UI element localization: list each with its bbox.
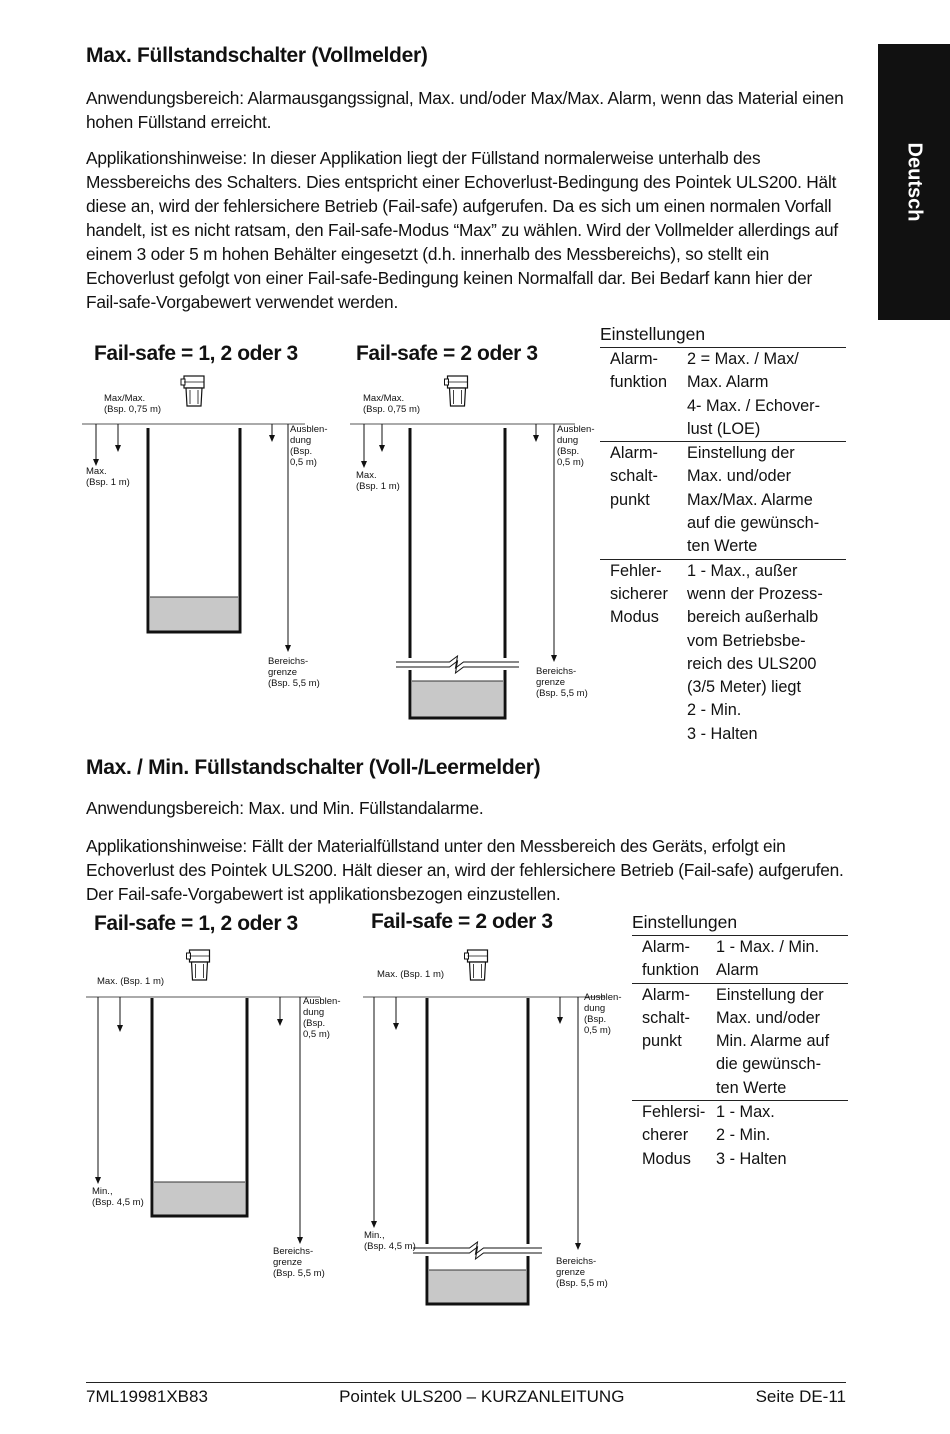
s1-settings-row	[600, 348, 846, 442]
sensor-icon-body	[192, 962, 208, 980]
sensor-icon-body	[186, 388, 202, 406]
section2-title: Max. / Min. Füllstandschalter (Voll-/Leermelder)	[86, 756, 541, 779]
footer-title: Pointek ULS200 – KURZANLEITUNG	[339, 1387, 625, 1406]
s1-settings-key: Fehler- sicherer Modus	[610, 561, 668, 627]
s1-left-maxmax-arrow-head	[115, 445, 121, 452]
s2-settings-value: 1 - Max. 2 - Min. 3 - Halten	[716, 1103, 787, 1168]
section2-application: Anwendungsbereich: Max. und Min. Füllstandalarme.	[86, 798, 484, 818]
s1-right-bereich-arrow-head	[551, 655, 557, 662]
s1-right-bereichsgrenze-label: Bereichs-grenze (Bsp. 5,5 m)	[536, 666, 588, 699]
s1-right-ausblendung-label: Ausblen-dung (Bsp. 0,5 m)	[557, 424, 595, 468]
page-footer	[86, 1382, 846, 1407]
s1-right-maxmax-label: Max/Max. (Bsp. 0,75 m)	[363, 393, 421, 415]
s1-right-max-arrow-head	[361, 461, 367, 468]
s1-settings-row	[600, 442, 846, 559]
s2-left-bereichsgrenze-label: Bereichs-grenze (Bsp. 5,5 m)	[273, 1246, 325, 1279]
s2-right-ausblendung-label: Ausblen-dung (Bsp. 0,5 m)	[584, 992, 622, 1036]
s2-settings-row	[632, 984, 848, 1101]
s1-left-bereichsgrenze-label: Bereichs-grenze (Bsp. 5,5 m)	[268, 656, 320, 689]
s2-settings-key: Alarm- schalt- punkt	[642, 985, 690, 1051]
s2-right-figure-title: Fail-safe = 2 oder 3	[371, 910, 553, 933]
s2-left-min-arrow-head	[95, 1177, 101, 1184]
s2-left-max-arrow-head	[117, 1025, 123, 1032]
s1-settings-key: Alarm- funktion	[610, 350, 668, 392]
s1-settings-row	[600, 560, 846, 746]
section2-notes: Applikationshinweise: Fällt der Materialfüllstand unter den Messbereich des Geräts, erfolgt ein Echoverlust des Pointek ULS200. Hält dieser an, wird der fehlersichere Betrieb (Fail-safe) aufgerufen. Der Fail-safe-Vorgabewert ist applikationsbezogen einzustellen.	[86, 836, 844, 904]
footer-page-number: Seite DE-11	[755, 1387, 846, 1406]
footer-doc-number: 7ML19981XB83	[86, 1387, 208, 1406]
s2-right-bereichsgrenze-label: Bereichs-grenze (Bsp. 5,5 m)	[556, 1256, 608, 1289]
s2-right-ausblendung-arrow-head	[557, 1017, 563, 1024]
s1-left-max-label: Max. (Bsp. 1 m)	[86, 466, 130, 488]
s1-right-max-label: Max. (Bsp. 1 m)	[356, 470, 400, 492]
language-tab-label: Deutsch	[903, 142, 926, 222]
s2-settings-heading: Einstellungen	[632, 910, 848, 936]
section1-application: Anwendungsbereich: Alarmausgangssignal, Max. und/oder Max/Max. Alarm, wenn das Material einen hohen Füllstand erreicht.	[86, 88, 844, 132]
s2-right-min-arrow-head	[371, 1221, 377, 1228]
s1-settings-value: Einstellung der Max. und/oder Max/Max. Alarme auf die gewünsch- ten Werte	[687, 444, 820, 556]
s2-left-ausblendung-arrow-head	[277, 1019, 283, 1026]
s1-left-ausblendung-label: Ausblen-dung (Bsp. 0,5 m)	[290, 424, 328, 468]
section1-title: Max. Füllstandschalter (Vollmelder)	[86, 44, 428, 67]
s2-left-min-label: Min., (Bsp. 4,5 m)	[92, 1186, 144, 1208]
s1-left-ausblendung-arrow-head	[269, 435, 275, 442]
s1-right-maxmax-arrow-head	[379, 445, 385, 452]
s1-diagrams	[0, 370, 600, 750]
language-tab	[878, 44, 950, 320]
s2-left-max-label: Max. (Bsp. 1 m)	[97, 976, 165, 987]
s1-left-maxmax-label: Max/Max. (Bsp. 0,75 m)	[104, 393, 162, 415]
s2-left-ausblendung-label: Ausblen-dung (Bsp. 0,5 m)	[303, 996, 341, 1040]
s1-right-figure-title: Fail-safe = 2 oder 3	[356, 342, 538, 365]
s2-settings-value: 1 - Max. / Min. Alarm	[716, 938, 820, 980]
s2-settings-row	[632, 1101, 848, 1171]
material-fill	[429, 1270, 526, 1304]
s1-left-bereich-arrow-head	[285, 645, 291, 652]
s2-right-max-arrow-head	[393, 1023, 399, 1030]
s2-right-max-label: Max. (Bsp. 1 m)	[377, 969, 445, 980]
s2-settings-key: Alarm- funktion	[642, 938, 700, 980]
sensor-icon-body	[470, 962, 486, 980]
s2-settings-table	[632, 910, 848, 1171]
material-fill	[150, 597, 238, 632]
s2-settings-value: Einstellung der Max. und/oder Min. Alarme auf die gewünsch- ten Werte	[716, 985, 830, 1097]
s2-right-min-label: Min., (Bsp. 4,5 m)	[364, 1230, 416, 1252]
s1-settings-table	[600, 322, 846, 746]
s1-right-ausblendung-arrow-head	[533, 435, 539, 442]
s2-left-figure-title: Fail-safe = 1, 2 oder 3	[94, 912, 298, 935]
s2-right-bereich-arrow-head	[575, 1243, 581, 1250]
s2-diagrams	[0, 940, 630, 1310]
s2-left-bereich-arrow-head	[297, 1237, 303, 1244]
s1-settings-value: 2 = Max. / Max/ Max. Alarm 4- Max. / Echover- lust (LOE)	[687, 350, 821, 438]
s1-left-max-arrow-head	[93, 459, 99, 466]
material-fill	[412, 681, 503, 718]
sensor-icon-body	[450, 388, 466, 406]
s1-settings-heading: Einstellungen	[600, 322, 846, 348]
s1-settings-value: 1 - Max., außer wenn der Prozess- bereich außerhalb vom Betriebsbe- reich des ULS200 (3/5 Meter) liegt 2 - Min. 3 - Halten	[687, 561, 823, 743]
s1-settings-key: Alarm- schalt- punkt	[610, 444, 658, 509]
section1-notes: Applikationshinweise: In dieser Applikation liegt der Füllstand normalerweise unterhalb des Messbereichs des Schalters. Dies entspricht einer Echoverlust-Bedingung des Pointek ULS200. Hält diese an, wird der fehlersichere Betrieb (Fail-safe) aufgerufen. Da es sich um einen normalen Vorfall handelt, ist es nicht ratsam, den Fail-safe-Modus “Max” zu wählen. Wird der Vollmelder allerdings auf einem 3 oder 5 m hohen Behälter eingesetzt (d.h. innerhalb des Messbereichs), so stellt ein Echoverlust gefolgt von einer Fail-safe-Bedingung keinen Normalfall dar. Bei Bedarf kann hier der Fail-safe-Vorgabewert verwendet werden.	[86, 148, 839, 312]
s1-left-figure-title: Fail-safe = 1, 2 oder 3	[94, 342, 298, 365]
material-fill	[154, 1182, 245, 1216]
s2-settings-key: Fehlersi- cherer Modus	[642, 1103, 706, 1168]
s2-settings-row	[632, 936, 848, 984]
